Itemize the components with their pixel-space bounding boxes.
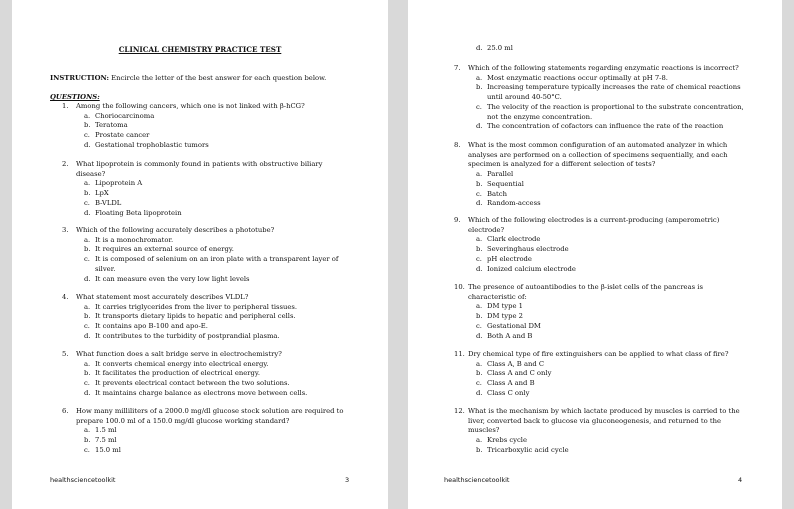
option-text: It carries triglycerides from the liver to peripheral tissues. xyxy=(95,302,298,311)
question-text: Which of the following electrodes is a current-producing (amperometric) electrode? xyxy=(468,216,720,234)
instruction xyxy=(50,74,326,82)
question-stem xyxy=(62,102,352,112)
option[interactable] xyxy=(84,379,352,389)
option-letter: b. xyxy=(84,369,91,378)
question-4 xyxy=(62,293,352,342)
page-right xyxy=(408,0,782,509)
option-text: It converts chemical energy into electrical energy. xyxy=(95,359,269,368)
option-list xyxy=(454,302,744,341)
option-text: Floating Beta lipoprotein xyxy=(95,208,182,217)
option[interactable] xyxy=(476,190,744,200)
option-letter: c. xyxy=(84,379,90,388)
option-letter: a. xyxy=(476,436,483,445)
question-6 xyxy=(62,407,352,456)
option-letter: b. xyxy=(84,189,91,198)
option-text: Class A and B xyxy=(487,379,535,388)
option-text: Clark electrode xyxy=(487,235,541,244)
option[interactable] xyxy=(476,235,744,245)
option-letter: b. xyxy=(84,121,91,130)
option-text: Gestational trophoblastic tumors xyxy=(95,140,209,149)
option[interactable] xyxy=(476,74,744,84)
page-title: CLINICAL CHEMISTRY PRACTICE TEST xyxy=(118,45,282,54)
footer-page-number: 4 xyxy=(738,476,743,484)
question-number: 12. xyxy=(454,407,465,415)
option-text: It requires an external source of energy. xyxy=(95,245,234,254)
option[interactable] xyxy=(84,275,352,285)
option-letter: d. xyxy=(476,264,483,273)
question-stem xyxy=(454,64,744,74)
option-text: The concentration of cofactors can influence the rate of the reaction xyxy=(487,122,724,131)
continued-option xyxy=(454,44,744,54)
option-letter: d. xyxy=(84,140,91,149)
option[interactable] xyxy=(476,180,744,190)
option[interactable] xyxy=(84,389,352,399)
option-list xyxy=(454,74,744,132)
question-12 xyxy=(454,407,744,456)
question-stem xyxy=(454,350,744,360)
question-7 xyxy=(454,64,744,132)
option[interactable] xyxy=(84,360,352,370)
option-letter: a. xyxy=(476,235,483,244)
option-letter: a. xyxy=(84,426,91,435)
option[interactable] xyxy=(476,446,744,456)
option-text: DM type 2 xyxy=(487,312,523,321)
option[interactable] xyxy=(476,436,744,446)
option[interactable] xyxy=(84,446,352,456)
option[interactable] xyxy=(84,369,352,379)
question-number: 2. xyxy=(62,160,69,168)
option[interactable] xyxy=(476,265,744,275)
option-text: B-VLDL xyxy=(95,198,122,207)
option-text: LpX xyxy=(95,189,109,198)
option-text: Random-access xyxy=(487,199,541,208)
option-letter: a. xyxy=(84,111,91,120)
option-letter: a. xyxy=(84,179,91,188)
option-text: It is composed of selenium on an iron plate with a transparent layer of silver. xyxy=(95,255,339,273)
option-letter: b. xyxy=(476,245,483,254)
question-text: Dry chemical type of fire extinguishers can be applied to what class of fire? xyxy=(468,350,729,358)
option-letter: c. xyxy=(476,254,482,263)
option-letter: a. xyxy=(476,170,483,179)
option-letter: c. xyxy=(84,255,90,264)
question-10 xyxy=(454,283,744,341)
instruction-text: Encircle the letter of the best answer for each question below. xyxy=(108,74,327,82)
option[interactable] xyxy=(84,245,352,255)
option-letter: c. xyxy=(84,445,90,454)
option-text: Severinghaus electrode xyxy=(487,245,569,254)
option-letter: b. xyxy=(476,83,483,92)
option-letter: d. xyxy=(476,199,483,208)
option-text: Class C only xyxy=(487,388,530,397)
option-letter: c. xyxy=(476,379,482,388)
option-letter: b. xyxy=(84,245,91,254)
question-number: 6. xyxy=(62,407,69,415)
option[interactable] xyxy=(84,209,352,219)
option-text: Parallel xyxy=(487,170,514,179)
option[interactable] xyxy=(84,303,352,313)
option-letter: a. xyxy=(84,359,91,368)
question-number: 7. xyxy=(454,64,461,72)
instruction-label: INSTRUCTION: xyxy=(50,74,109,82)
option-letter: d. xyxy=(476,388,483,397)
question-1 xyxy=(62,102,352,151)
option[interactable] xyxy=(84,199,352,209)
option-text: Ionized calcium electrode xyxy=(487,264,576,273)
option-letter: a. xyxy=(84,302,91,311)
option-letter: b. xyxy=(476,312,483,321)
question-stem xyxy=(62,350,352,360)
option-list xyxy=(62,236,352,285)
option-text: Class A, B and C xyxy=(487,359,545,368)
question-number: 5. xyxy=(62,350,69,358)
question-number: 1. xyxy=(62,102,69,110)
question-number: 3. xyxy=(62,226,69,234)
option-list xyxy=(62,179,352,218)
question-9 xyxy=(454,216,744,274)
option-letter: c. xyxy=(476,102,482,111)
question-text: What is the mechanism by which lactate produced by muscles is carried to the liver, converted back to glucose via gluconeogenesis, and returned to the muscles? xyxy=(468,407,740,435)
option-letter: c. xyxy=(84,322,90,331)
question-stem xyxy=(62,407,352,426)
question-text: Among the following cancers, which one is not linked with β-hCG? xyxy=(76,102,305,110)
question-11 xyxy=(454,350,744,399)
option[interactable] xyxy=(84,436,352,446)
option-letter: a. xyxy=(476,302,483,311)
option[interactable] xyxy=(476,302,744,312)
option[interactable] xyxy=(84,179,352,189)
option-text: Gestational DM xyxy=(487,321,541,330)
question-text: What lipoprotein is commonly found in patients with obstructive biliary disease? xyxy=(76,160,323,178)
option[interactable] xyxy=(476,122,744,132)
option[interactable] xyxy=(476,170,744,180)
option-text: 25.0 ml xyxy=(487,44,513,52)
option[interactable] xyxy=(476,332,744,342)
option-letter: c. xyxy=(84,131,90,140)
option[interactable] xyxy=(84,236,352,246)
option-letter: b. xyxy=(476,445,483,454)
option[interactable] xyxy=(476,83,744,102)
option-text: Class A and C only xyxy=(487,369,552,378)
option[interactable] xyxy=(84,131,352,141)
question-stem xyxy=(454,216,744,235)
option-letter: d. xyxy=(84,331,91,340)
option-text: It can measure even the very low light levels xyxy=(95,274,250,283)
question-stem xyxy=(454,407,744,436)
question-text: Which of the following accurately describes a phototube? xyxy=(76,226,275,234)
option-list xyxy=(454,360,744,399)
option-text: It contributes to the turbidity of postprandial plasma. xyxy=(95,331,280,340)
option-text: 15.0 ml xyxy=(95,445,121,454)
question-2 xyxy=(62,160,352,218)
option-text: The velocity of the reaction is proportional to the substrate concentration, not the enzyme concentration. xyxy=(487,102,744,121)
option-letter: b. xyxy=(476,179,483,188)
option-list xyxy=(62,426,352,455)
option[interactable] xyxy=(476,103,744,122)
option-letter: c. xyxy=(476,321,482,330)
option-list xyxy=(454,235,744,274)
option[interactable] xyxy=(476,245,744,255)
question-number: 9. xyxy=(454,216,461,224)
option-text: pH electrode xyxy=(487,254,532,263)
question-text: How many milliliters of a 2000.0 mg/dl glucose stock solution are required to prepare 100.0 ml of a 150.0 mg/dl glucose working standard? xyxy=(76,407,344,425)
option-text: Tricarboxylic acid cycle xyxy=(487,445,569,454)
option-text: Prostate cancer xyxy=(95,131,150,140)
option-letter: a. xyxy=(84,235,91,244)
option-text: Most enzymatic reactions occur optimally at pH 7-8. xyxy=(487,73,668,82)
option-text: Sequential xyxy=(487,179,524,188)
question-text: The presence of autoantibodies to the β-islet cells of the pancreas is characteristic of: xyxy=(468,283,703,301)
option[interactable] xyxy=(84,112,352,122)
option[interactable] xyxy=(84,141,352,151)
footer-page-number: 3 xyxy=(345,476,350,484)
option[interactable] xyxy=(476,389,744,399)
option-text: It facilitates the production of electrical energy. xyxy=(95,369,260,378)
option-letter: c. xyxy=(476,189,482,198)
page-left xyxy=(12,0,388,509)
option-text: It is a monochromator. xyxy=(95,235,174,244)
question-text: What function does a salt bridge serve in electrochemistry? xyxy=(76,350,282,358)
footer-site: healthsciencetoolkit xyxy=(444,476,510,484)
option[interactable] xyxy=(476,379,744,389)
question-text: Which of the following statements regarding enzymatic reactions is incorrect? xyxy=(468,64,739,72)
option-list xyxy=(62,303,352,342)
question-3 xyxy=(62,226,352,284)
option-text: Lipoprotein A xyxy=(95,179,143,188)
option[interactable] xyxy=(476,369,744,379)
option-letter: d. xyxy=(476,44,483,52)
questions-heading: QUESTIONS: xyxy=(50,93,100,101)
option[interactable] xyxy=(476,255,744,265)
option-letter: d. xyxy=(476,122,483,131)
option-letter: d. xyxy=(84,274,91,283)
option[interactable] xyxy=(476,199,744,209)
question-8 xyxy=(454,141,744,209)
option-text: Teratoma xyxy=(95,121,128,130)
option-list xyxy=(62,112,352,151)
option-text: Batch xyxy=(487,189,507,198)
question-5 xyxy=(62,350,352,399)
question-text: What is the most common configuration of an automated analyzer in which analyses are performed on a collection of specimens sequentially, and each specimen is analyzed for a different selection of tests? xyxy=(468,141,728,169)
option-letter: a. xyxy=(476,359,483,368)
question-number: 8. xyxy=(454,141,461,149)
question-number: 11. xyxy=(454,350,465,358)
option[interactable] xyxy=(476,312,744,322)
option-list xyxy=(62,360,352,399)
question-text: What statement most accurately describes VLDL? xyxy=(76,293,249,301)
option[interactable] xyxy=(476,360,744,370)
question-number: 10. xyxy=(454,283,465,291)
option[interactable] xyxy=(476,44,744,54)
option-text: Both A and B xyxy=(487,331,533,340)
option-text: It maintains charge balance as electrons move between cells. xyxy=(95,388,308,397)
option-letter: b. xyxy=(476,369,483,378)
option-text: Increasing temperature typically increases the rate of chemical reactions until around 40-50°C. xyxy=(487,83,741,102)
option-letter: d. xyxy=(476,331,483,340)
question-stem xyxy=(62,293,352,303)
option-text: It transports dietary lipids to hepatic and peripheral cells. xyxy=(95,312,296,321)
question-stem xyxy=(454,283,744,302)
option-text: DM type 1 xyxy=(487,302,523,311)
option-letter: b. xyxy=(84,436,91,445)
question-stem xyxy=(62,160,352,179)
option-text: 7.5 ml xyxy=(95,436,117,445)
question-stem xyxy=(454,141,744,170)
option[interactable] xyxy=(84,312,352,322)
option-list xyxy=(454,170,744,209)
option[interactable] xyxy=(84,426,352,436)
option[interactable] xyxy=(84,189,352,199)
option-text: 1.5 ml xyxy=(95,426,117,435)
option-text: It prevents electrical contact between the two solutions. xyxy=(95,379,290,388)
option-list xyxy=(454,436,744,455)
option-letter: d. xyxy=(84,208,91,217)
option-letter: d. xyxy=(84,388,91,397)
option[interactable] xyxy=(84,255,352,274)
question-stem xyxy=(62,226,352,236)
option-letter: a. xyxy=(476,73,483,82)
option[interactable] xyxy=(84,332,352,342)
option[interactable] xyxy=(84,322,352,332)
option-text: It contains apo B-100 and apo-E. xyxy=(95,322,208,331)
option-letter: c. xyxy=(84,198,90,207)
option-letter: b. xyxy=(84,312,91,321)
option[interactable] xyxy=(84,121,352,131)
footer-site: healthsciencetoolkit xyxy=(50,476,116,484)
question-number: 4. xyxy=(62,293,69,301)
option[interactable] xyxy=(476,322,744,332)
option-text: Choriocarcinoma xyxy=(95,111,155,120)
option-text: Krebs cycle xyxy=(487,436,527,445)
